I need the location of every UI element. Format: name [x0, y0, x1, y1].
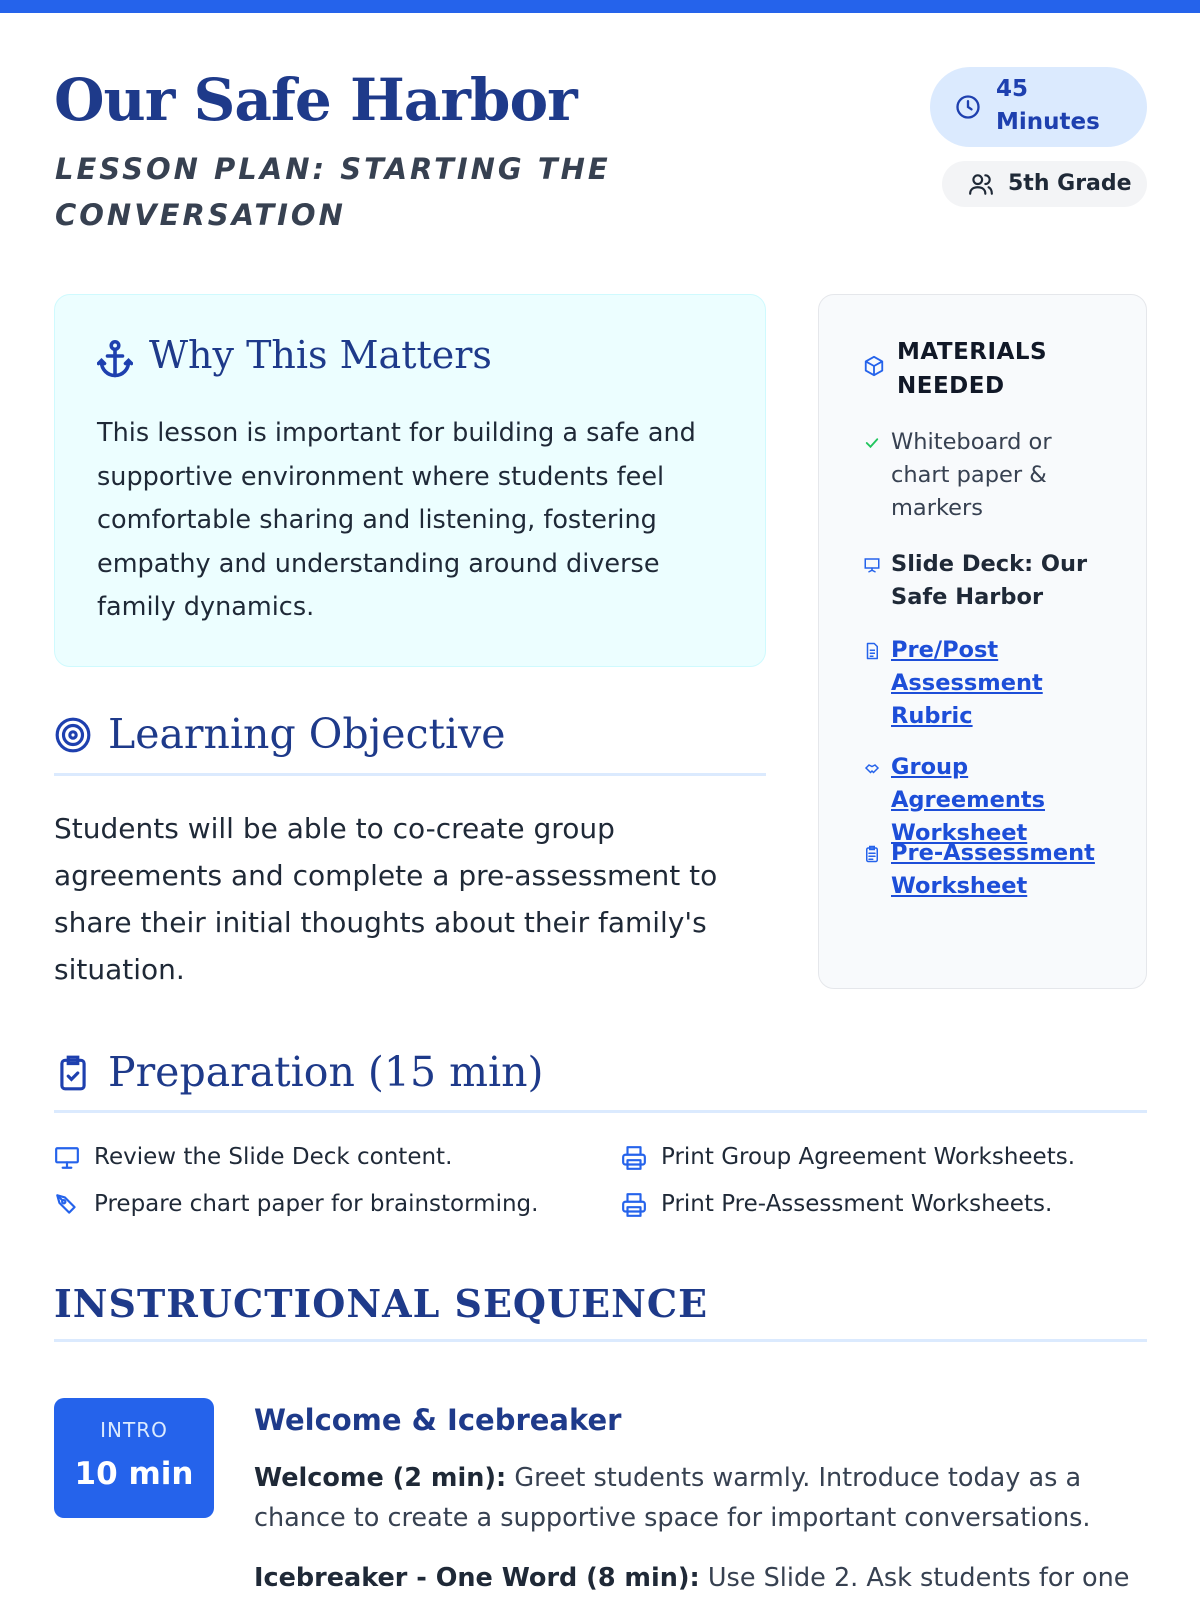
material-link-pre-assessment[interactable]: Pre-Assessment Worksheet [891, 840, 1095, 899]
step-lead: Welcome (2 min): [254, 1463, 507, 1493]
page-title: Our Safe Harbor [54, 66, 577, 134]
target-icon [54, 716, 92, 754]
users-icon [968, 171, 994, 197]
presentation-icon [863, 556, 881, 574]
monitor-icon [54, 1145, 80, 1171]
step-paragraph-welcome [254, 1458, 1154, 1538]
prep-label: Prepare chart paper for brainstorming. [94, 1191, 539, 1217]
material-label: Slide Deck: Our Safe Harbor [891, 551, 1088, 610]
step-phase-label: INTRO [100, 1418, 168, 1442]
sequence-heading: INSTRUCTIONAL SEQUENCE [54, 1281, 709, 1326]
step-lead: Icebreaker - One Word (8 min): [254, 1563, 700, 1593]
material-link-agreements[interactable]: Group Agreements Worksheet [891, 754, 1046, 846]
box-icon [863, 355, 885, 377]
prep-label: Review the Slide Deck content. [94, 1144, 453, 1170]
preparation-divider [54, 1110, 1147, 1113]
prep-label: Print Pre-Assessment Worksheets. [661, 1191, 1053, 1217]
step-detail: Greet students warmly. Introduce today as a chance to create a supportive space for important conversations. [254, 1463, 1091, 1533]
duration-text: 45 Minutes [996, 76, 1100, 135]
grade-text: 5th Grade [1008, 171, 1132, 196]
materials-heading: MATERIALS NEEDED [897, 339, 1048, 399]
top-accent-bar [0, 0, 1200, 13]
duration-badge [930, 67, 1147, 147]
clipboard-check-icon [54, 1054, 92, 1092]
step-title: Welcome & Icebreaker [254, 1403, 622, 1437]
anchor-icon [97, 339, 133, 379]
clock-icon [954, 93, 982, 121]
step-duration: 10 min [74, 1456, 194, 1492]
handshake-icon [863, 759, 881, 777]
sequence-divider [54, 1339, 1147, 1342]
preparation-heading: Preparation (15 min) [108, 1048, 544, 1096]
why-heading: Why This Matters [149, 333, 492, 377]
material-label: Whiteboard or chart paper & markers [891, 429, 1052, 521]
prep-label: Print Group Agreement Worksheets. [661, 1144, 1076, 1170]
objective-divider [54, 773, 766, 776]
clipboard-list-icon [863, 845, 881, 863]
document-icon [863, 642, 881, 660]
objective-body: Students will be able to co-create group agreements and complete a pre-assessment to share their initial thoughts about their family's situation. [54, 812, 718, 986]
step-paragraph-icebreaker [254, 1558, 1154, 1598]
material-link-rubric[interactable]: Pre/Post Assessment Rubric [891, 637, 1043, 729]
grade-badge [942, 161, 1147, 207]
printer-icon [621, 1192, 647, 1218]
materials-card [818, 294, 1147, 989]
objective-heading: Learning Objective [108, 710, 506, 758]
pen-icon [54, 1192, 80, 1218]
step-detail: Use Slide 2. Ask students for one [699, 1563, 1130, 1593]
why-body: This lesson is important for building a safe and supportive environment where students feel comfortable sharing and listening, fostering empathy and understanding around diverse family dynamics. [97, 418, 696, 622]
page-subtitle: LESSON PLAN: STARTING THE CONVERSATION [55, 152, 611, 232]
step-time-badge [54, 1398, 214, 1518]
printer-icon [621, 1145, 647, 1171]
check-icon [863, 434, 881, 452]
why-this-matters-card [54, 294, 766, 667]
